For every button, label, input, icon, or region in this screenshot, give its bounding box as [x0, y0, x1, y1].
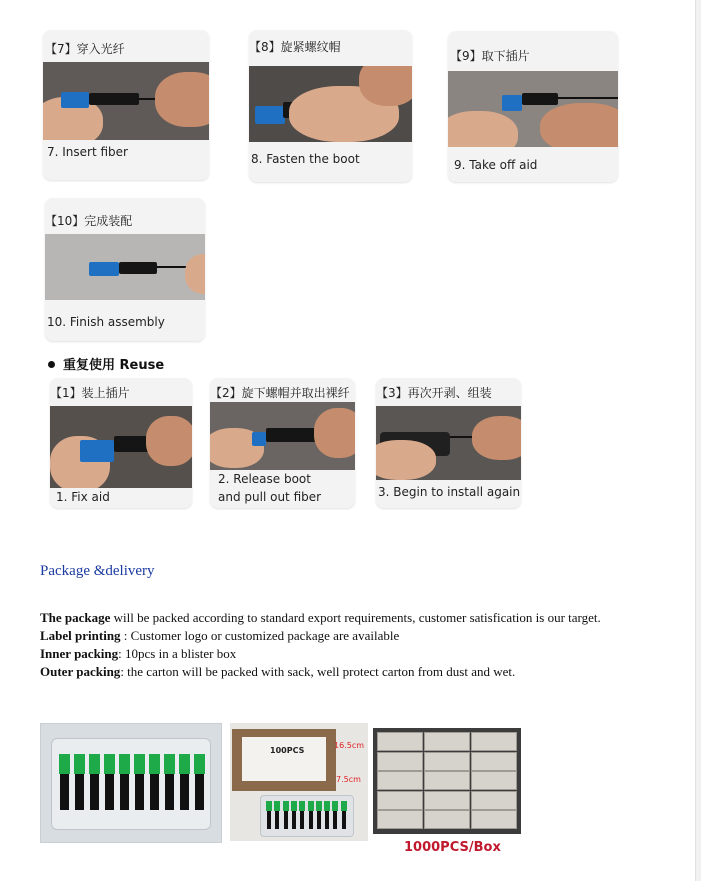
- bullet-icon: [48, 361, 55, 368]
- step-10-caption: 10. Finish assembly: [47, 315, 165, 329]
- step-7-photo: [43, 62, 209, 140]
- reuse-step-3-caption: 3. Begin to install again: [378, 485, 521, 499]
- reuse-step-1-label: 【1】装上插片: [50, 386, 130, 400]
- reuse-step-2-card: [210, 378, 355, 508]
- package-line-4: Outer packing: the carton will be packed with sack, well protect carton from dust and wet.: [40, 664, 516, 679]
- package-line-3: Inner packing: 10pcs in a blister box: [40, 646, 237, 661]
- reuse-step-1-caption: 1. Fix aid: [56, 490, 110, 504]
- stacked-cartons-photo: [373, 728, 521, 834]
- reuse-step-2-label: 【2】旋下螺帽并取出裸纤: [210, 386, 350, 400]
- carton-height: 16.5cm: [334, 741, 365, 750]
- package-line-1: The package will be packed according to standard export requirements, customer satisfication is our target.: [40, 610, 601, 625]
- reuse-step-1-photo: [50, 406, 192, 488]
- step-10-label: 【10】完成装配: [45, 214, 133, 228]
- blister-box-photo: [40, 723, 222, 843]
- step-9-label: 【9】取下插片: [450, 49, 530, 63]
- reuse-step-1-card: [50, 378, 192, 508]
- step-8-photo: [249, 66, 412, 142]
- step-7-caption: 7. Insert fiber: [47, 145, 128, 159]
- reuse-heading: 重复使用 Reuse: [48, 354, 164, 373]
- step-10-card: [45, 198, 205, 341]
- step-10-photo: [45, 234, 205, 300]
- reuse-step-2-caption-line1: 2. Release boot: [218, 472, 311, 486]
- step-7-card: [43, 30, 209, 180]
- step-7-label: 【7】穿入光纤: [45, 42, 125, 56]
- step-9-photo: [448, 71, 618, 147]
- step-9-caption: 9. Take off aid: [454, 158, 538, 172]
- carton-label: 100PCS: [270, 746, 305, 755]
- reuse-step-3-photo: [376, 406, 521, 480]
- carton-photo: [230, 723, 368, 841]
- step-8-label: 【8】旋紧螺纹帽: [249, 40, 341, 54]
- step-9-card: [448, 31, 618, 182]
- reuse-step-3-label: 【3】再次开剥、组装: [376, 386, 492, 400]
- carton-quantity-caption: 1000PCS/Box: [404, 840, 501, 855]
- package-title: Package &delivery: [40, 563, 155, 579]
- step-8-card: [249, 30, 412, 182]
- reuse-step-3-card: [376, 378, 521, 508]
- package-line-2: Label printing : Customer logo or customized package are available: [40, 628, 400, 643]
- carton-depth: 7.5cm: [336, 775, 361, 784]
- step-8-caption: 8. Fasten the boot: [251, 152, 360, 166]
- reuse-step-2-caption-line2: and pull out fiber: [218, 490, 322, 504]
- reuse-step-2-photo: [210, 402, 355, 470]
- page-scrollbar[interactable]: [695, 0, 701, 881]
